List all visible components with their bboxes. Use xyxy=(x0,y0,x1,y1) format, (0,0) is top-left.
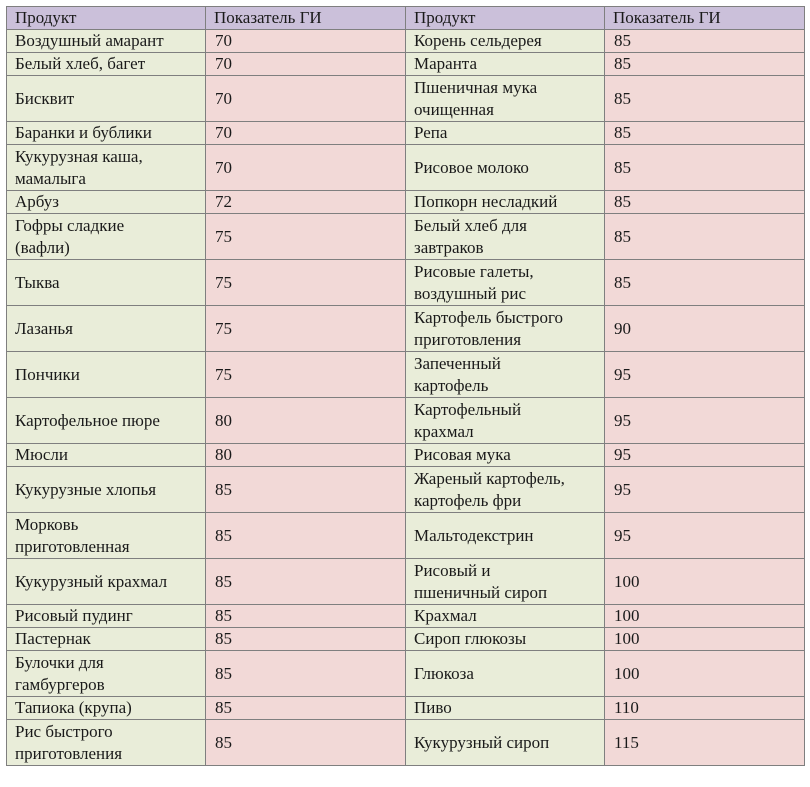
cell-product-left: Морковь приготовленная xyxy=(7,513,206,559)
table-row xyxy=(7,720,805,766)
cell-gi-right: 85 xyxy=(605,145,805,191)
cell-product-right: Сироп глюкозы xyxy=(406,628,605,651)
cell-product-left: Тапиока (крупа) xyxy=(7,697,206,720)
cell-product-right: Репа xyxy=(406,122,605,145)
cell-product-left: Пастернак xyxy=(7,628,206,651)
table-row xyxy=(7,260,805,306)
cell-product-left: Кукурузные хлопья xyxy=(7,467,206,513)
cell-gi-left: 70 xyxy=(206,76,406,122)
cell-gi-left: 75 xyxy=(206,260,406,306)
table-row xyxy=(7,122,805,145)
cell-gi-left: 75 xyxy=(206,352,406,398)
cell-gi-right: 100 xyxy=(605,628,805,651)
cell-product-left: Булочки для гамбургеров xyxy=(7,651,206,697)
cell-gi-right: 85 xyxy=(605,191,805,214)
cell-product-right: Рисовое молоко xyxy=(406,145,605,191)
cell-product-right: Пиво xyxy=(406,697,605,720)
table-row xyxy=(7,76,805,122)
cell-product-right: Попкорн несладкий xyxy=(406,191,605,214)
cell-gi-right: 90 xyxy=(605,306,805,352)
cell-product-left: Пончики xyxy=(7,352,206,398)
cell-gi-right: 115 xyxy=(605,720,805,766)
gi-table xyxy=(6,6,805,766)
table-row xyxy=(7,145,805,191)
cell-gi-left: 80 xyxy=(206,398,406,444)
table-row xyxy=(7,398,805,444)
cell-product-left: Лазанья xyxy=(7,306,206,352)
table-row xyxy=(7,651,805,697)
table-row xyxy=(7,191,805,214)
cell-gi-right: 85 xyxy=(605,76,805,122)
cell-product-right: Жареный картофель, картофель фри xyxy=(406,467,605,513)
cell-product-right: Рисовые галеты, воздушный рис xyxy=(406,260,605,306)
header-row xyxy=(7,7,805,30)
cell-product-left: Рис быстрого приготовления xyxy=(7,720,206,766)
table-row xyxy=(7,53,805,76)
cell-product-left: Картофельное пюре xyxy=(7,398,206,444)
table-row xyxy=(7,697,805,720)
cell-product-right: Пшеничная мука очищенная xyxy=(406,76,605,122)
cell-product-right: Запеченный картофель xyxy=(406,352,605,398)
cell-gi-right: 85 xyxy=(605,53,805,76)
header-gi-right: Показатель ГИ xyxy=(605,7,805,30)
cell-gi-right: 110 xyxy=(605,697,805,720)
table-row xyxy=(7,352,805,398)
cell-gi-left: 75 xyxy=(206,306,406,352)
cell-gi-left: 75 xyxy=(206,214,406,260)
cell-product-right: Белый хлеб для завтраков xyxy=(406,214,605,260)
cell-gi-right: 85 xyxy=(605,214,805,260)
cell-product-left: Кукурузный крахмал xyxy=(7,559,206,605)
cell-product-left: Гофры сладкие (вафли) xyxy=(7,214,206,260)
cell-gi-right: 100 xyxy=(605,605,805,628)
table-row xyxy=(7,628,805,651)
table-row xyxy=(7,559,805,605)
table-row xyxy=(7,306,805,352)
cell-gi-right: 85 xyxy=(605,30,805,53)
cell-gi-right: 85 xyxy=(605,260,805,306)
table-row xyxy=(7,467,805,513)
cell-product-right: Мальтодекстрин xyxy=(406,513,605,559)
cell-gi-left: 85 xyxy=(206,720,406,766)
cell-product-right: Крахмал xyxy=(406,605,605,628)
cell-gi-left: 85 xyxy=(206,651,406,697)
cell-product-right: Кукурузный сироп xyxy=(406,720,605,766)
cell-product-right: Глюкоза xyxy=(406,651,605,697)
cell-gi-left: 85 xyxy=(206,467,406,513)
cell-gi-left: 70 xyxy=(206,122,406,145)
table-row xyxy=(7,30,805,53)
cell-product-left: Арбуз xyxy=(7,191,206,214)
cell-product-right: Маранта xyxy=(406,53,605,76)
cell-gi-right: 95 xyxy=(605,467,805,513)
table-row xyxy=(7,214,805,260)
cell-gi-left: 72 xyxy=(206,191,406,214)
cell-gi-left: 70 xyxy=(206,53,406,76)
cell-gi-right: 95 xyxy=(605,398,805,444)
header-gi-left: Показатель ГИ xyxy=(206,7,406,30)
cell-gi-right: 95 xyxy=(605,352,805,398)
table-row xyxy=(7,513,805,559)
cell-product-right: Рисовая мука xyxy=(406,444,605,467)
cell-gi-right: 100 xyxy=(605,651,805,697)
table-row xyxy=(7,605,805,628)
cell-gi-left: 85 xyxy=(206,513,406,559)
cell-product-right: Картофельный крахмал xyxy=(406,398,605,444)
cell-product-right: Рисовый и пшеничный сироп xyxy=(406,559,605,605)
table-body xyxy=(7,30,805,766)
cell-gi-left: 85 xyxy=(206,628,406,651)
header-product-left: Продукт xyxy=(7,7,206,30)
cell-product-left: Белый хлеб, багет xyxy=(7,53,206,76)
cell-gi-right: 95 xyxy=(605,513,805,559)
cell-product-left: Мюсли xyxy=(7,444,206,467)
cell-product-right: Картофель быстрого приготовления xyxy=(406,306,605,352)
table-row xyxy=(7,444,805,467)
cell-gi-right: 95 xyxy=(605,444,805,467)
cell-product-right: Корень сельдерея xyxy=(406,30,605,53)
cell-gi-right: 100 xyxy=(605,559,805,605)
cell-product-left: Кукурузная каша, мамалыга xyxy=(7,145,206,191)
cell-product-left: Тыква xyxy=(7,260,206,306)
cell-product-left: Рисовый пудинг xyxy=(7,605,206,628)
header-product-right: Продукт xyxy=(406,7,605,30)
cell-gi-left: 85 xyxy=(206,697,406,720)
cell-product-left: Воздушный амарант xyxy=(7,30,206,53)
cell-gi-left: 85 xyxy=(206,559,406,605)
cell-gi-left: 85 xyxy=(206,605,406,628)
cell-product-left: Баранки и бублики xyxy=(7,122,206,145)
cell-product-left: Бисквит xyxy=(7,76,206,122)
cell-gi-left: 80 xyxy=(206,444,406,467)
cell-gi-right: 85 xyxy=(605,122,805,145)
cell-gi-left: 70 xyxy=(206,30,406,53)
cell-gi-left: 70 xyxy=(206,145,406,191)
